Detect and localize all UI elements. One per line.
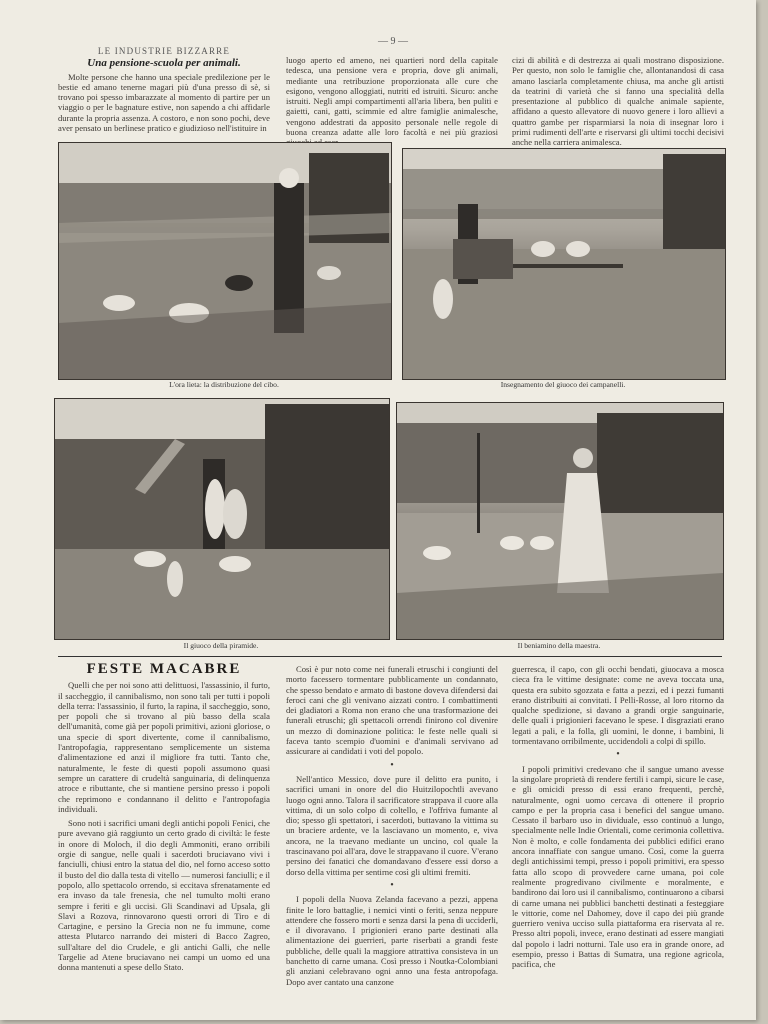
photo-caption: L'ora lieta: la distribuzione del cibo. [169,380,279,389]
section1-column-3 [512,55,724,152]
section2-column-3 [512,664,724,974]
paragraph: Sono noti i sacrifici umani degli antichi popoli Fenici, che pure avevano già raggiunto un certo grado di civiltà: le feste in onore di Moloch, il dio degli Ammoniti, erano orribili orgie di sangue, nelle quali i sacerdoti bruciavano vivi i fanciulli, chiusi entro la statua del dio, nel forno acceso sotto il busto del dio dalla testa di vitello — numerosi fanciulli; e il popolo, allo spettacolo orrendo, si eccitava sfrenatamente ed era invaso da tale frenesia, che nel tumulto molti erano sempre i feriti e gli uccisi. Gli Scandinavi ad Upsala, gli Slavi a Rozova, rinnovarono questi orrori di Tiro e di Cartagine, e persino la Grecia non ne fu immune, come attesta Plutarco narrando dei misteri di Bacco Zagreo, sull'altare del dio Crudele, e gli antichi Galli, che nelle Targelie ad Atene bruciavano nei campi un uomo ed una donna mantenuti a spese dello Stato. [58,818,270,973]
photo-feeding [58,142,392,380]
photo-pyramid [54,398,390,640]
paragraph: I popoli della Nuova Zelanda facevano a pezzi, appena finite le loro battaglie, i nemici vinti o feriti, senza neppure attendere che fossero morti e senza darsi la pena di ucciderli, e il divoravano. I prigionieri erano parte destinati alla alimentazione dei guerrieri, parte riserbati a grandi feste pubbliche, delle quali la maggiore attrattiva consisteva in un banchetto di carne umana. Così presso i Noutka-Colombiani gli anziani celebravano ogni anno una festa antropofaga. Dopo aver cantato una canzone [286,894,498,987]
paragraph: luogo aperto ed ameno, nei quartieri nord della capitale tedesca, una pensione vera e propria, dove gli animali, mediante una retribuzione proporzionata alle cure che esigono, vengono alloggiati, nutriti ed istruiti. Sicuro: anche istruiti. Negli ampi compartimenti all'aria libera, ben puliti e gaietti, cani, gatti, scimmie ed altre famiglie animalesche, vengono addestrati da apposito personale nelle regole di buona creanza adatte alle loro facoltà e nei più graziosi [286,55,498,138]
paragraph: Molte persone che hanno una speciale predilezione per le bestie ed amano tenerne magari più d'una presso di sè, si trovano poi spesso imbarazzate al momento di partire per un viaggio o per le bagnature estive, non sapendo a chi affidarle durante la propria assenza. A costoro, e non sono pochi, deve aver pensato un berlinese pratico e giudizioso nell'istituire in [58,71,270,134]
section1-column-2 [286,55,498,152]
section-separator: • [390,759,394,771]
section-separator: • [390,879,394,891]
section-separator: • [616,749,620,761]
paragraph: guerresca, il capo, con gli occhi bendati, giuocava a mosca cieca fra le vittime designate: come ne aveva toccata una, questa era subito sgozzata e fatta a pezzi, ed i pezzi fumanti erano distribuiti ai convitati. I Pelli-Rosse, al loro ritorno da qualche spedizione, si davano a grandi orgie sanguinarie, delle quali i prigionieri facevano le spese. I disgraziati erano legati a pali, e la folla, gli uomini, le donne, i bambini, li tormentavano orribilmente, uccidendoli a colpi di spillo. [512,664,724,747]
section2-column-2 [286,664,498,991]
section-rubric: LE INDUSTRIE BIZZARRE [97,46,231,56]
photo-caption: Insegnamento del giuoco dei campanelli. [500,380,626,389]
section2-column-1 [58,660,270,977]
article-headline: FESTE MACABRE [86,661,242,677]
photo-bells-training [402,148,726,380]
article-title: Una pensione-scuola per animali. [87,57,241,70]
page-number: — 9 — [378,36,408,47]
section1-column-1 [58,46,270,137]
paragraph: I popoli primitivi credevano che il sangue umano avesse la singolare proprietà di rendere fertili i campi, sicure le case, e gli omicidi presso di essi erano frequenti, perchè, naturalmente, ogni uomo cercava di ottenere il proprio campo e per la propria casa i benefici del sangue umano. Cessato il barbaro uso in dividuale, esso continuò a lungo, specialmente nelle Indie Orientali, come cerimonia collettiva. Non è molto, e colle fondamenta dei pubblici edifici erano ancora innaffiate con sangue umano. Così, come la guerra degli antichissimi tempi, presso i popoli primitivi, era spesso fatta allo scopo di provvedere carne umana, poi cole realmente progredivano civilmente e moralmente, e bandirono dai loro usi il cannibalismo, continuarono a cibarsi di carne umana nei pubblici banchetti destinati a festeggiare le vittorie, come nel Dahomey, dove il capo dei più grande guerriero veniva ucciso sulla piattaforma era riservata al re. Presso altri popoli, invece, erano destinati ad essere mangiati dal popolo i ladri notturni. Tale uso era in grande onore, ad esempio, presso i Battas di Sumatra, una regione agricola, pacifica, che [512,763,724,970]
photo-caption: Il beniamino della maestra. [517,641,601,650]
paragraph: Nell'antico Messico, dove pure il delitto era punito, i sacrifici umani in onore del dio Huitzilopochtli avevano luogo ogni anno. Talora il sacrificatore strappava il cuore alla vittima, di un solo colpo di coltello, e l'offriva fumante al dio; spesso gli spettatori, i sacerdoti, buttavano la vittima su un braciere ardente, ve la lasciavano un momento, e, viva ancora, ne la traevano mediante un uncino, col quale la trascinavano poi all'ara, dove le strappavano il cuore. V'erano persino dei fanatici che domandavano d'essere essi dorso a dorso della vittima per sentirne così gli ultimi fremiti. [286,773,498,877]
photo-caption: Il giuoco della piramide. [183,641,259,650]
section-divider [58,656,722,657]
paragraph: cizi di abilità e di destrezza ai quali mostrano disposizione. Per questo, non solo le famiglie che, allontanandosi di casa amano lasciarla completamente chiusa, ma anche gli artisti da teatrini di varietà che si fanno una specialità della presentazione al pubblico di qualche animale sapiente, affidano a questo allevatore di nuovo genere i loro allievi a quattro gambe per risparmiarsi la noia di insegnar loro i primi rudimenti dell'arte e riservarsi gli ultimi tocchi decisivi anche nella carriera animalesca. [512,55,724,148]
paragraph: Così è pur noto come nei funerali etruschi i congiunti del morto facessero tormentare pubblicamente un condannato, che spesso bendato e armato di bastone doveva difendersi dai feroci cani che gli venivano aizzati contro. I combattimenti dei gladiatori a Roma non erano che una trasformazione dei funerali etruschi; gli spettacoli orrendi finirono col divenire un mezzo di dominazione politica: le feste nelle quali si faceva tanto scempio d'uomini e d'animali servivano ad assicurare ai candidati i voti del popolo. [286,664,498,757]
paragraph: Quelli che per noi sono atti delittuosi, l'assassinio, il furto, il saccheggio, il cannibalismo, non sono tali per tutti i popoli della terra: l'assassinio, il furto, la rapina, il saccheggio, sono, per popoli che si trovano al più basso della scala dell'umanità, come già per popoli primitivi, azioni gloriose, o una specie di sport divertente, come il cannibalismo, l'antropofagia, rappresentano semplicemente un sistema d'alimentazione ed anzi il migliore fra tutti. Tanto che, naturalmente, le feste di questi popoli assumono quasi sempre un carattere di crudeltà sanguinaria, di delinquenza atroce e ributtante, che si mantiene persino presso i popoli che reprimono e condannano il delitto e l'antropofagia individuali. [58,680,270,814]
photo-teacher-favorite [396,402,724,640]
